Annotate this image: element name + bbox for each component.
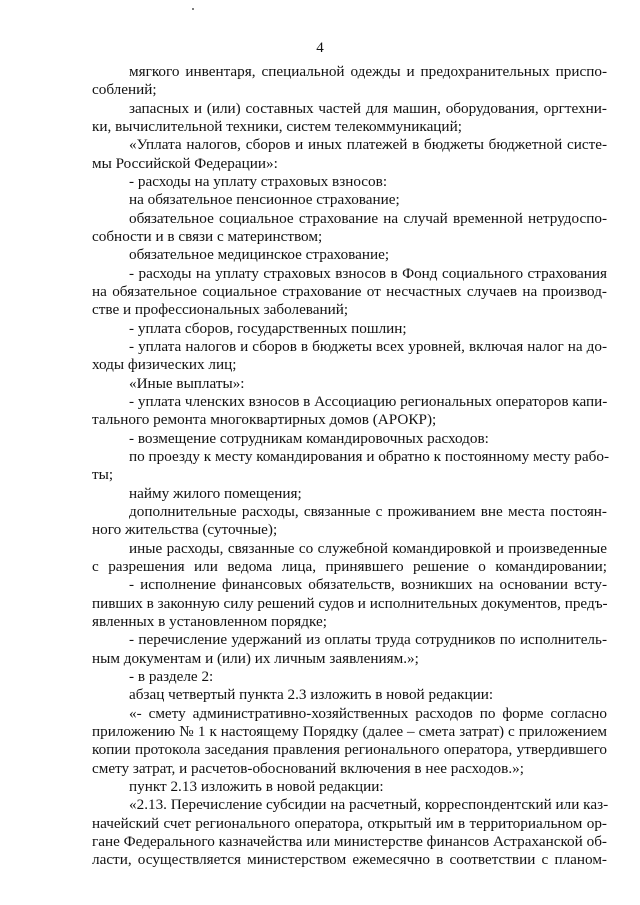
text-line: на обязательное пенсионное страхование; bbox=[129, 191, 400, 208]
text-line: смету затрат, и расчетов-обоснований включения в нее расходов.»; bbox=[92, 760, 524, 777]
text-line: стве и профессиональных заболеваний; bbox=[92, 301, 349, 318]
text-line: мягкого инвентаря, специальной одежды и предохранительных приспо- bbox=[129, 63, 607, 80]
text-line: - перечисление удержаний из оплаты труда сотрудников по исполнитель- bbox=[129, 631, 607, 648]
text-line: обязательное медицинское страхование; bbox=[129, 246, 390, 263]
text-line: по проезду к месту командирования и обратно к постоянному месту рабо- bbox=[129, 448, 609, 465]
text-line: - уплата членских взносов в Ассоциацию региональных операторов капи- bbox=[129, 393, 608, 410]
text-line: «Уплата налогов, сборов и иных платежей в бюджеты бюджетной систе- bbox=[129, 136, 607, 153]
text-line: - уплата налогов и сборов в бюджеты всех уровней, включая налог на до- bbox=[129, 338, 607, 355]
text-line: ным документам и (или) их личным заявлениям.»; bbox=[92, 650, 419, 667]
text-line: дополнительные расходы, связанные с проживанием вне места постоян- bbox=[129, 503, 607, 520]
text-line: ходы физических лиц; bbox=[92, 356, 237, 373]
text-line: приложению № 1 к настоящему Порядку (далее – смета затрат) с приложением bbox=[92, 723, 607, 740]
text-line: ласти, осуществляется министерством ежемесячно в соответствии с планом- bbox=[92, 851, 607, 868]
text-line: на обязательное социальное страхование от несчастных случаев на производ- bbox=[92, 283, 607, 300]
text-line: гане Федерального казначейства или министерстве финансов Астраханской об- bbox=[92, 833, 607, 850]
text-line: найму жилого помещения; bbox=[129, 485, 302, 502]
text-line: - уплата сборов, государственных пошлин; bbox=[129, 320, 407, 337]
text-line: ты; bbox=[92, 466, 114, 483]
text-line: с разрешения или ведома лица, принявшего решение о командировании; bbox=[92, 558, 607, 575]
text-line: тального ремонта многоквартирных домов (АРОКР); bbox=[92, 411, 437, 428]
text-line: ки, вычислительной техники, систем телекоммуникаций; bbox=[92, 118, 462, 135]
text-line: - расходы на уплату страховых взносов: bbox=[129, 173, 388, 190]
text-line: пивших в законную силу решений судов и исполнительных документов, предъ- bbox=[92, 595, 608, 612]
text-line: собности и в связи с материнством; bbox=[92, 228, 323, 245]
text-line: пункт 2.13 изложить в новой редакции: bbox=[129, 778, 384, 795]
text-line: обязательное социальное страхование на случай временной нетрудоспо- bbox=[129, 210, 607, 227]
text-line: - в разделе 2: bbox=[129, 668, 214, 685]
text-line: «- смету административно-хозяйственных расходов по форме согласно bbox=[129, 705, 607, 722]
text-line: «Иные выплаты»: bbox=[129, 375, 245, 392]
page-number: 4 bbox=[316, 40, 324, 56]
text-line: соблений; bbox=[92, 81, 157, 98]
text-line: копии протокола заседания правления регионального оператора, утвердившего bbox=[92, 741, 607, 758]
text-line: иные расходы, связанные со служебной командировкой и произведенные bbox=[129, 540, 607, 557]
text-line: - исполнение финансовых обязательств, возникших на основании всту- bbox=[129, 576, 607, 593]
text-line: - возмещение сотрудникам командировочных расходов: bbox=[129, 430, 489, 447]
text-line: - расходы на уплату страховых взносов в Фонд социального страхования bbox=[129, 265, 607, 282]
scan-speck bbox=[192, 8, 194, 10]
text-line: мы Российской Федерации»: bbox=[92, 155, 278, 172]
text-line: абзац четвертый пункта 2.3 изложить в новой редакции: bbox=[129, 686, 494, 703]
text-line: «2.13. Перечисление субсидии на расчетный, корреспондентский или каз- bbox=[129, 796, 609, 813]
text-line: явленных в установленном порядке; bbox=[92, 613, 327, 630]
text-line: ного жительства (суточные); bbox=[92, 521, 278, 538]
text-line: начейский счет регионального оператора, открытый им в территориальном ор- bbox=[92, 815, 607, 832]
text-line: запасных и (или) составных частей для машин, оборудования, оргтехни- bbox=[129, 100, 607, 117]
